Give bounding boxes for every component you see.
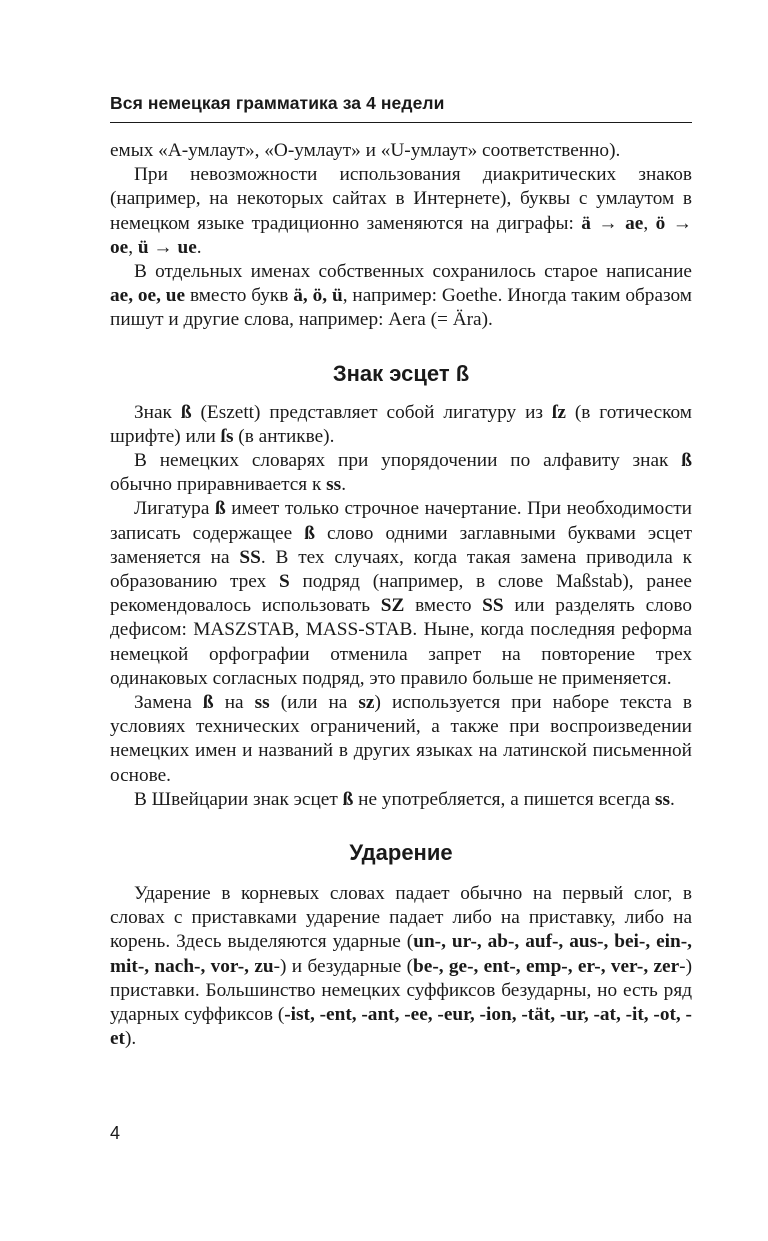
paragraph-eszett-ligature: Знак ß (Eszett) представляет собой лигатуру из ſz (в готическом шрифте) или ſs (в антикве). — [110, 401, 692, 447]
paragraph-eszett-uppercase: Лигатура ß имеет только строчное начертание. При необходимости записать содержащее ß слово одними заглавными буквами эсцет заменяется на SS. В тех случаях, когда такая замена приводила к образованию трех S подряд (например, в слове Maßstab), ранее рекомендовалось использовать SZ вместо SS или разделять слово дефисом: MASZSTAB, MASS-STAB. Ныне, когда последняя реформа немецкой орфографии отменила запрет на повторение трех одинаковых согласных подряд, это правило больше не применяется. — [110, 498, 693, 689]
header-rule — [110, 122, 692, 123]
paragraph-eszett-replacement: Замена ß на ss (или на sz) используется при наборе текста в условиях технических ограничений, а также при воспроизведении немецких имен и названий в других языках на латинской письменной основе. — [110, 692, 692, 786]
page-number: 4 — [110, 1123, 121, 1143]
paragraph-eszett-switzerland: В Швейцарии знак эсцет ß не употребляется, а пишется всегда ss. — [134, 788, 675, 810]
paragraph-stress: Ударение в корневых словах падает обычно на первый слог, в словах с приставками ударение падает либо на приставку, либо на корень. Здесь выделяются ударные (un-, ur-, ab-, auf-, aus-, bei-, ein-, mit-, nach-, vor-, zu-) и безударные (be-, ge-, ent-, emp-, er-, ver-, zer-) приставки. Большинство немецких суффиксов безударны, но есть ряд ударных суффиксов (-ist, -ent, -ant, -ee, -eur, -ion, -tät, -ur, -at, -it, -ot, -et). — [110, 883, 692, 1050]
section-heading-stress: Ударение — [349, 840, 453, 866]
paragraph-umlaut-end: емых «А-умлаут», «О-умлаут» и «U-умлаут» соответственно). — [110, 140, 621, 161]
section-heading-eszett: Знак эсцет ß — [332, 360, 470, 386]
running-header: Вся немецкая грамматика за 4 недели — [110, 93, 445, 113]
page-body — [110, 139, 692, 1052]
paragraph-umlaut-digraphs: При невозможности использования диакритических знаков (например, на некоторых сайтах в Интернете), буквы с умлаутом в немецком языке традиционно заменяются на диграфы: ä → ae, ö → oe, ü → ue. — [110, 164, 692, 258]
paragraph-eszett-dictionaries: В немецких словарях при упорядочении по алфавиту знак ß обычно приравнивается к ss. — [110, 450, 692, 496]
paragraph-proper-names: В отдельных именах собственных сохранилось старое написание ae, oe, ue вместо букв ä, ö, ü, например: Goethe. Иногда таким образом пишут и другие слова, например: Aera (= Ära). — [110, 261, 692, 331]
